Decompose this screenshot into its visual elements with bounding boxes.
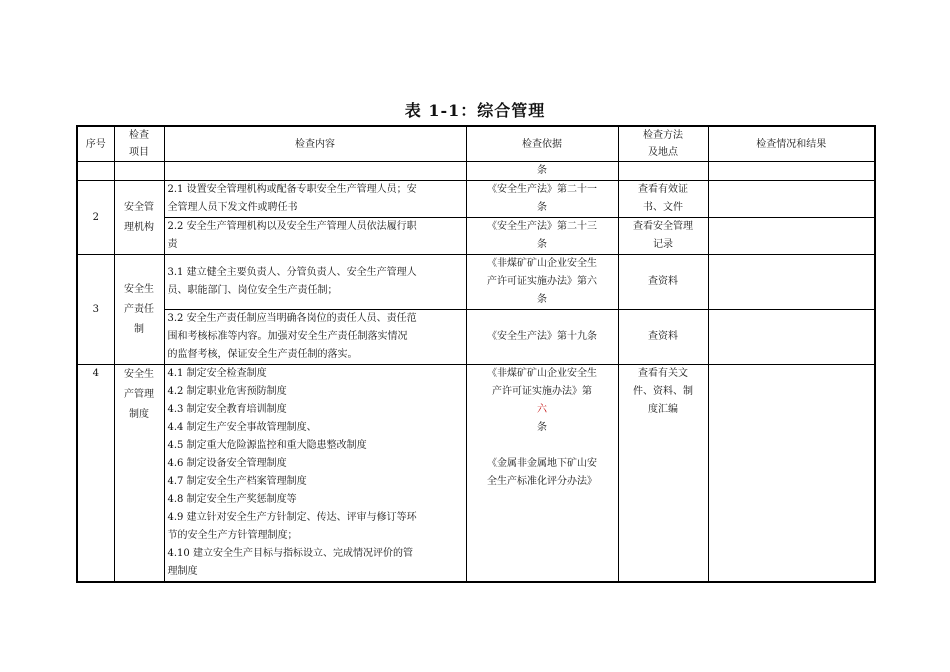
method-cell: 查看安全管理 记录 [618, 218, 708, 255]
basis-cell: 《安全生产法》第十九条 [466, 310, 618, 365]
item-cell: 安全生 产责任 制 [114, 255, 164, 365]
header-row [77, 126, 875, 162]
row-number: 2 [77, 181, 114, 255]
result-cell[interactable] [708, 162, 875, 181]
basis-cell: 《安全生产法》第二十一 条 [466, 181, 618, 218]
result-cell[interactable] [708, 365, 875, 583]
content-cell: 2.1 设置安全管理机构或配备专职安全生产管理人员；安 全管理人员下发文件或聘任书 [164, 181, 466, 218]
result-cell[interactable] [708, 181, 875, 218]
table-row [77, 218, 875, 255]
row-number: 3 [77, 255, 114, 365]
header-content: 检查内容 [164, 126, 466, 162]
item-cell: 安全生 产管理 制度 [114, 365, 164, 583]
table-row [77, 365, 875, 583]
table-row [77, 255, 875, 310]
result-cell[interactable] [708, 218, 875, 255]
header-basis: 检查依据 [466, 126, 618, 162]
header-no: 序号 [77, 126, 114, 162]
basis-cell: 《非煤矿矿山企业安全生 产许可证实施办法》第 六 条 《金属非金属地下矿山安 全生产标准化评分办法》 [466, 365, 618, 583]
method-cell: 查资料 [618, 255, 708, 310]
basis-cell: 条 [466, 162, 618, 181]
header-result: 检查情况和结果 [708, 126, 875, 162]
header-method: 检查方法 及地点 [618, 126, 708, 162]
method-cell: 查看有效证 书、文件 [618, 181, 708, 218]
content-cell: 4.1 制定安全检查制度 4.2 制定职业危害预防制度 4.3 制定安全教育培训制度 4.4 制定生产安全事故管理制度、 4.5 制定重大危险源监控和重大隐患整改制度 4.6 制定设备安全管理制度 4.7 制定安全生产档案管理制度 4.8 制定安全生产奖惩制度等 4.9 建立针对安全生产方针制定、传达、评审与修订等环 节的安全生产方针管理制度； 4.10 建立安全生产目标与指标设立、完成情况评价的管 理制度 [164, 365, 466, 583]
basis-cell: 《安全生产法》第二十三 条 [466, 218, 618, 255]
item-cell: 安全管 理机构 [114, 181, 164, 255]
content-cell: 3.2 安全生产责任制应当明确各岗位的责任人员、责任范 围和考核标准等内容。加强对安全生产责任制落实情况 的监督考核，保证安全生产责任制的落实。 [164, 310, 466, 365]
table-row [77, 310, 875, 365]
result-cell[interactable] [708, 255, 875, 310]
header-item: 检查 项目 [114, 126, 164, 162]
highlighted-number: 六 [537, 404, 547, 415]
method-cell: 查看有关文 件、资料、制 度汇编 [618, 365, 708, 583]
table-title: 表 1-1：综合管理 [404, 101, 546, 120]
content-cell: 2.2 安全生产管理机构以及安全生产管理人员依法履行职 责 [164, 218, 466, 255]
result-cell[interactable] [708, 310, 875, 365]
method-cell: 查资料 [618, 310, 708, 365]
content-cell: 3.1 建立健全主要负责人、分管负责人、安全生产管理人 员、职能部门、岗位安全生产责任制； [164, 255, 466, 310]
table-row [77, 162, 875, 181]
inspection-table [76, 125, 876, 583]
table-row [77, 181, 875, 218]
basis-cell: 《非煤矿矿山企业安全生 产许可证实施办法》第六 条 [466, 255, 618, 310]
row-number: 4 [77, 365, 114, 583]
